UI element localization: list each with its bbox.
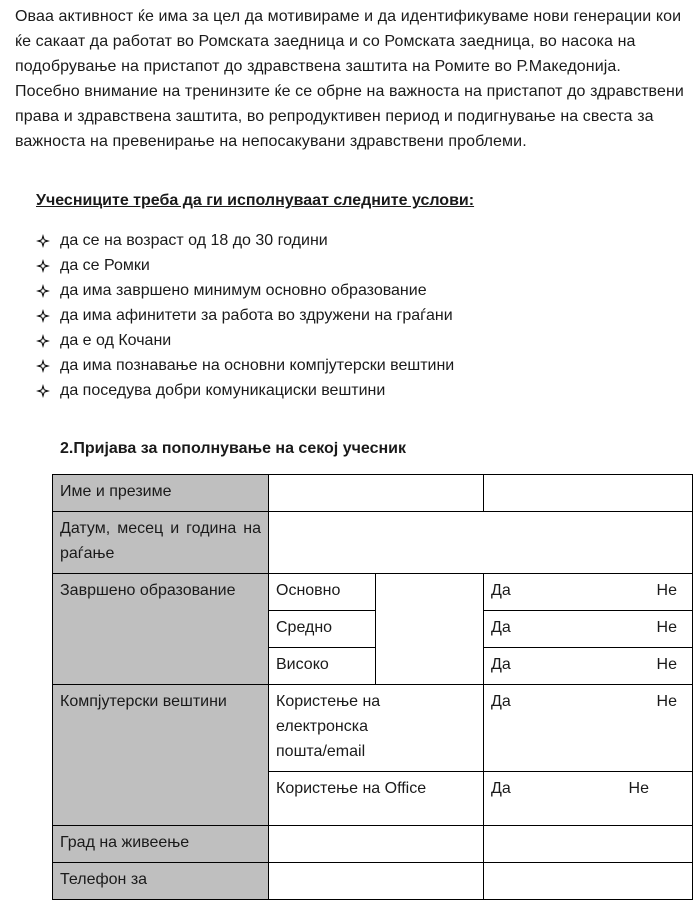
yes-option[interactable]: Да [491,780,511,797]
list-item [36,328,454,353]
no-option[interactable]: Не [656,693,677,710]
education-level-higher: Високо [269,648,376,685]
yes-no-cell[interactable] [484,772,693,826]
yes-no-cell[interactable] [484,685,693,772]
table-row [53,863,693,900]
requirement-text: да има познавање на основни компјутерски вештини [60,357,455,374]
phone-label: Телефон за [53,863,269,900]
table-row [53,685,693,772]
yes-option[interactable]: Да [491,656,511,673]
list-item [36,303,454,328]
no-option[interactable]: Не [656,582,677,599]
city-input-cell[interactable] [269,826,484,863]
no-option[interactable]: Не [656,619,677,636]
yes-no-cell[interactable] [484,611,693,648]
four-point-star-bullet-icon [36,259,50,273]
birth-label: Датум, месец и година на раѓање [53,512,269,574]
four-point-star-bullet-icon [36,359,50,373]
yes-no-cell[interactable] [484,574,693,611]
yes-option[interactable]: Да [491,693,511,710]
education-label: Завршено образование [53,574,269,685]
no-option[interactable]: Не [628,780,649,797]
requirements-list [36,228,454,403]
list-item [36,228,454,253]
city-input-cell-extra[interactable] [484,826,693,863]
intro-paragraph: Оваа активност ќе има за цел да мотивираме и да идентификуваме нови генерации кои ќе сакаат да работат во Ромската заедница и со Ромската заедница, во насока на подобрување на пристапот до здравствена заштита на Ромите во Р.Македонија. Посебно внимание на тренинзите ќе се обрне на важноста на пристапот до здравствени права и здравствена заштита, во репродуктивен период и подигнување на свеста за важноста на превенирање на непосакувани здравствени проблеми. [15,8,684,150]
computer-skill-office: Користење на Office [269,772,484,826]
city-label: Град на живеење [53,826,269,863]
computer-skills-label: Компјутерски вештини [53,685,269,826]
four-point-star-bullet-icon [36,284,50,298]
education-blank-cell [376,574,484,685]
yes-option[interactable]: Да [491,619,511,636]
list-item [36,353,454,378]
list-item [36,378,454,403]
phone-input-cell[interactable] [269,863,484,900]
table-row [53,574,693,611]
four-point-star-bullet-icon [36,334,50,348]
requirement-text: да е од Кочани [60,332,172,349]
education-level-primary: Основно [269,574,376,611]
list-item [36,253,454,278]
name-input-cell[interactable] [269,475,484,512]
name-label: Име и презиме [53,475,269,512]
requirement-text: да поседува добри комуникациски вештини [60,382,386,399]
four-point-star-bullet-icon [36,234,50,248]
birth-input-cell[interactable] [269,512,693,574]
requirement-text: да се на возраст од 18 до 30 години [60,232,328,249]
phone-input-cell-extra[interactable] [484,863,693,900]
computer-skill-email: Користење на електронска пошта/email [269,685,484,772]
form-heading: 2.Пријава за пополнување на секој учесник [60,440,406,457]
requirements-heading: Учесниците треба да ги исполнуваат следните услови: [36,192,475,209]
application-form-table [52,474,693,900]
requirement-text: да се Ромки [60,257,150,274]
no-option[interactable]: Не [656,656,677,673]
list-item [36,278,454,303]
requirement-text: да има афинитети за работа во здружени на граѓани [60,307,453,324]
yes-option[interactable]: Да [491,582,511,599]
education-level-secondary: Средно [269,611,376,648]
table-row [53,475,693,512]
table-row [53,512,693,574]
name-input-cell-extra[interactable] [484,475,693,512]
requirement-text: да има завршено минимум основно образование [60,282,427,299]
four-point-star-bullet-icon [36,384,50,398]
yes-no-cell[interactable] [484,648,693,685]
table-row [53,826,693,863]
four-point-star-bullet-icon [36,309,50,323]
